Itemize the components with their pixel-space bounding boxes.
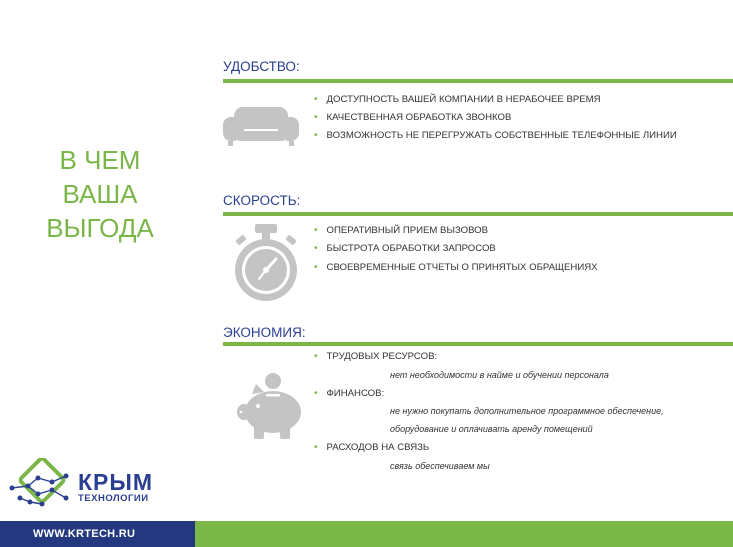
bullet-convenience-3: • ВОЗМОЖНОСТЬ НЕ ПЕРЕГРУЖАТЬ СОБСТВЕННЫЕ ТЕЛЕФОННЫЕ ЛИНИИ xyxy=(314,130,677,141)
bullet-dot-icon: • xyxy=(314,94,318,105)
logo-subtitle: ТЕХНОЛОГИИ xyxy=(78,493,149,504)
bullet-dot-icon: • xyxy=(314,225,318,236)
footer-website-link[interactable]: WWW.KRTECH.RU xyxy=(33,528,136,540)
section-divider-convenience xyxy=(223,79,733,83)
bullet-speed-3: • СВОЕВРЕМЕННЫЕ ОТЧЕТЫ О ПРИНЯТЫХ ОБРАЩЕНИЯХ xyxy=(314,262,598,273)
piggy-bank-icon xyxy=(236,372,306,440)
bullet-dot-icon: • xyxy=(314,130,318,141)
bullet-dot-icon: • xyxy=(314,442,318,453)
bullet-speed-2: • БЫСТРОТА ОБРАБОТКИ ЗАПРОСОВ xyxy=(314,243,496,254)
bullet-dot-icon: • xyxy=(314,388,318,399)
economy-item-3-detail: связь обеспечиваем мы xyxy=(390,461,490,471)
headline-line-1: В ЧЕМ xyxy=(59,145,141,175)
bullet-dot-icon: • xyxy=(314,243,318,254)
economy-item-2-detail-2: оборудование и оплачивать аренду помещений xyxy=(390,424,593,434)
economy-item-2-detail-1: не нужно покупать дополнительное программное обеспечение, xyxy=(390,406,664,416)
economy-item-3: • РАСХОДОВ НА СВЯЗЬ xyxy=(314,442,430,453)
headline-line-2: ВАША xyxy=(62,179,138,209)
sofa-icon xyxy=(222,105,300,147)
circuit-logo-icon xyxy=(8,458,76,516)
bullet-speed-1: • ОПЕРАТИВНЫЙ ПРИЕМ ВЫЗОВОВ xyxy=(314,225,489,236)
headline-line-3: ВЫГОДА xyxy=(46,213,154,243)
economy-item-2: • ФИНАНСОВ: xyxy=(314,388,385,399)
bullet-dot-icon: • xyxy=(314,262,318,273)
section-title-speed: СКОРОСТЬ: xyxy=(223,193,301,208)
section-divider-speed xyxy=(223,212,733,216)
logo-wordmark: КРЫМ xyxy=(78,469,154,495)
bullet-dot-icon: • xyxy=(314,351,318,362)
bullet-convenience-2: • КАЧЕСТВЕННАЯ ОБРАБОТКА ЗВОНКОВ xyxy=(314,112,512,123)
page-headline xyxy=(30,143,170,245)
economy-item-1-detail: нет необходимости в найме и обучении персонала xyxy=(390,370,609,380)
section-title-convenience: УДОБСТВО: xyxy=(223,59,300,74)
stopwatch-icon xyxy=(232,223,300,303)
footer-green-bar xyxy=(195,521,733,547)
bullet-convenience-1: • ДОСТУПНОСТЬ ВАШЕЙ КОМПАНИИ В НЕРАБОЧЕЕ ВРЕМЯ xyxy=(314,94,601,105)
economy-item-1: • ТРУДОВЫХ РЕСУРСОВ: xyxy=(314,351,438,362)
bullet-dot-icon: • xyxy=(314,112,318,123)
section-divider-economy xyxy=(223,342,733,346)
section-title-economy: ЭКОНОМИЯ: xyxy=(223,325,306,340)
